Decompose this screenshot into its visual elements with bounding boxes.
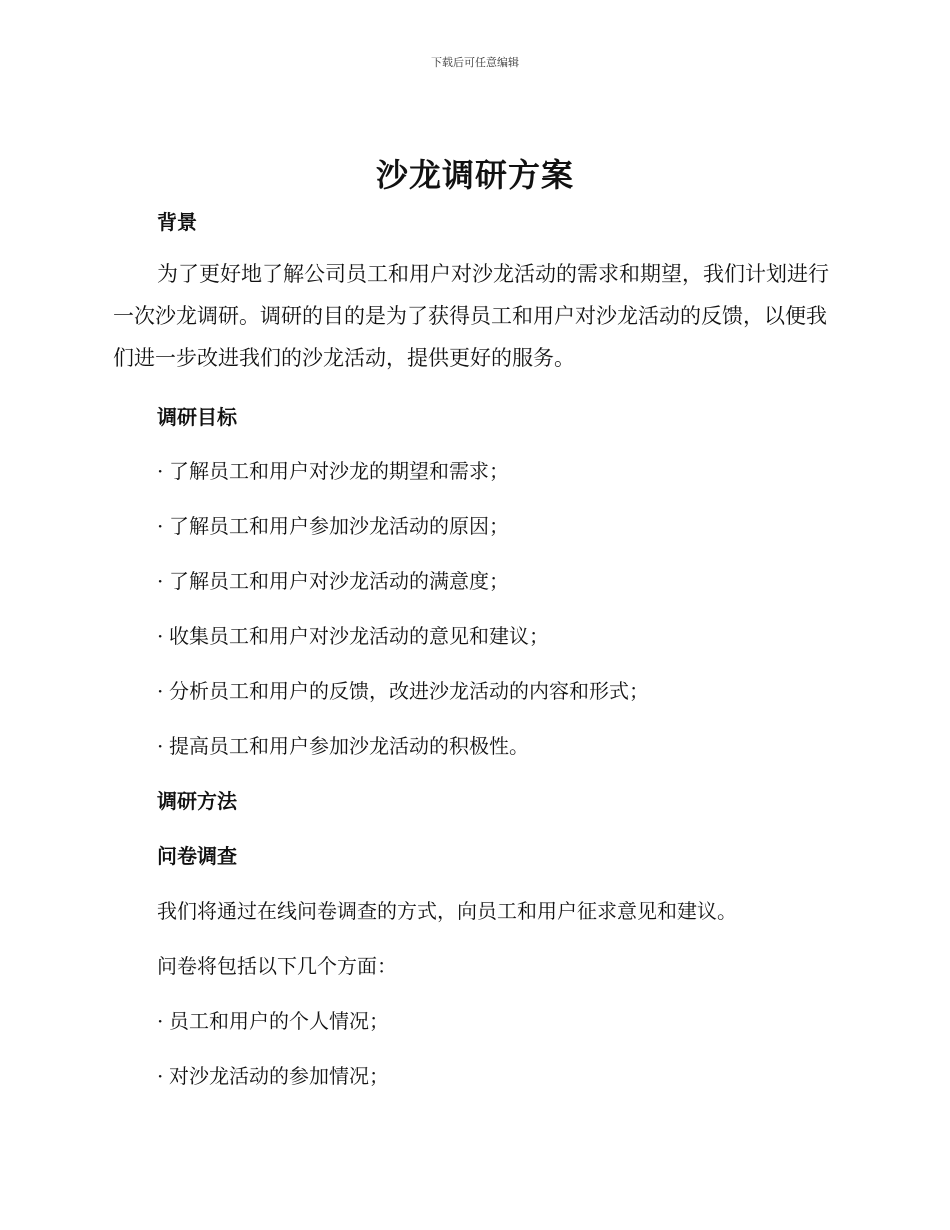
goal-item-text: 分析员工和用户的反馈，改进沙龙活动的内容和形式； <box>169 679 649 703</box>
subheading-questionnaire: 问卷调查 <box>157 844 237 868</box>
page-title: 沙龙调研方案 <box>375 156 574 194</box>
bullet-mark: · <box>157 514 164 538</box>
header-note: 下载后可任意编辑 <box>431 56 519 69</box>
goal-item <box>157 675 649 704</box>
goal-item <box>157 565 509 594</box>
methods-line-2: 问卷将包括以下几个方面： <box>157 954 397 978</box>
goal-item <box>157 620 549 649</box>
goal-item-text: 了解员工和用户对沙龙的期望和需求； <box>169 459 509 483</box>
goal-item-text: 提高员工和用户参加沙龙活动的积极性。 <box>169 734 529 758</box>
bullet-mark: · <box>157 1009 164 1033</box>
bullet-mark: · <box>157 734 164 758</box>
bullet-mark: · <box>157 679 164 703</box>
method-item-text: 员工和用户的个人情况； <box>169 1009 389 1033</box>
section-heading-goals: 调研目标 <box>157 405 237 429</box>
bullet-mark: · <box>157 459 164 483</box>
section-heading-background: 背景 <box>157 210 197 234</box>
method-item-text: 对沙龙活动的参加情况； <box>169 1064 389 1088</box>
bullet-mark: · <box>157 624 164 648</box>
goal-item <box>157 730 529 759</box>
goal-item-text: 了解员工和用户对沙龙活动的满意度； <box>169 569 509 593</box>
bullet-mark: · <box>157 569 164 593</box>
method-item <box>157 1005 389 1034</box>
section-heading-methods: 调研方法 <box>157 789 237 813</box>
goal-item-text: 了解员工和用户参加沙龙活动的原因； <box>169 514 509 538</box>
goal-item-text: 收集员工和用户对沙龙活动的意见和建议； <box>169 624 549 648</box>
method-item <box>157 1060 389 1089</box>
bullet-mark: · <box>157 1064 164 1088</box>
background-paragraph: 为了更好地了解公司员工和用户对沙龙活动的需求和期望，我们计划进行一次沙龙调研。调研的目的是为了获得员工和用户对沙龙活动的反馈，以便我们进一步改进我们的沙龙活动，提供更好的服务。 <box>113 262 829 370</box>
methods-line-1: 我们将通过在线问卷调查的方式，向员工和用户征求意见和建议。 <box>157 899 737 923</box>
goal-item <box>157 510 509 539</box>
goal-item <box>157 455 509 484</box>
